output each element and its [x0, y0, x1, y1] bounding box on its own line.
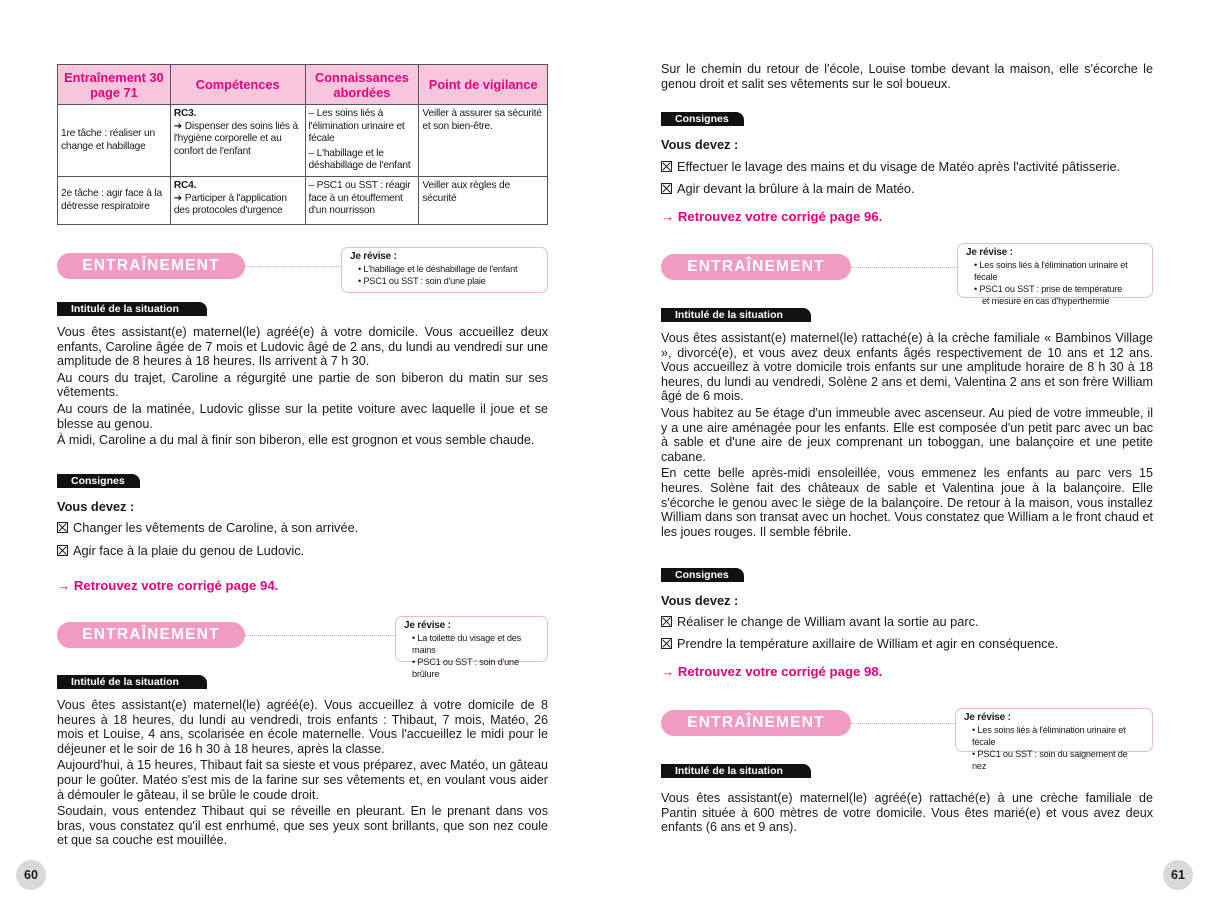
revise-item: • Les soins liés à l'élimination urinaire et fécale	[972, 724, 1144, 748]
table-header: Compétences	[170, 65, 305, 105]
revise-item: • PSC1 ou SST : soin d'une plaie	[358, 275, 539, 287]
revise-title: Je révise :	[350, 251, 397, 262]
table-row	[58, 105, 548, 177]
knowledge-item: – Les soins liés à l'élimination urinaire et fécale	[308, 108, 405, 145]
revise-item: • La toilette du visage et des mains	[412, 632, 539, 656]
consignes-label: Consignes	[661, 112, 744, 126]
table-cell-knowledge	[305, 177, 419, 225]
right-page	[605, 0, 1209, 907]
knowledge-item: – PSC1 ou SST : réagir face à un étouffement d'un nourrisson	[308, 180, 411, 217]
revise-title: Je révise :	[404, 620, 451, 631]
paragraph: Au cours de la matinée, Ludovic glisse sur la petite voiture avec laquelle il joue et se blesse au genou.	[57, 401, 548, 431]
knowledge-item: – L'habillage et le déshabillage de l'enfant	[308, 147, 411, 172]
situation-text	[661, 791, 1153, 837]
revise-item: • L'habillage et le déshabillage de l'enfant	[358, 263, 539, 275]
exercise-banner-12: ENTRAÎNEMENT 12	[57, 622, 245, 648]
instructions-heading: Vous devez :	[57, 499, 135, 514]
table-header: Point de vigilance	[419, 65, 548, 105]
checkbox-cross-icon	[661, 616, 672, 627]
dotted-leader	[245, 635, 395, 636]
situation-text	[57, 698, 548, 850]
page-number: 60	[16, 860, 46, 890]
situation-text	[661, 331, 1153, 541]
situation-label: Intitulé de la situation	[57, 302, 207, 316]
table-cell-competence	[170, 105, 305, 177]
checkbox-cross-icon	[661, 161, 672, 172]
table-header: Connaissances abordées	[305, 65, 419, 105]
paragraph: À midi, Caroline a du mal à finir son biberon, elle est grognon et vous semble chaude.	[57, 433, 535, 448]
left-page	[0, 0, 604, 907]
dotted-leader	[245, 266, 341, 267]
task-text: Agir face à la plaie du genou de Ludovic.	[73, 543, 305, 558]
paragraph: Aujourd'hui, à 15 heures, Thibaut fait sa sieste et vous préparez, avec Matéo, un gâteau pour le goûter. Matéo s'est mis de la farine sur ses vêtements et, en voulant vous aider à démouler le gâteau, il se brûle le coude droit.	[57, 758, 548, 802]
paragraph: Vous êtes assistant(e) maternel(le) rattaché(e) à la crèche familiale « Bambinos Village », divorcé(e), et vous avez deux enfants âgés respectivement de 10 ans et 12 ans. Vous accueillez à votre domicile trois enfants sur une amplitude horaire de 8 h 30 à 18 heures, du lundi au vendredi, Solène 2 ans et demi, Valentina 2 ans et son frère William âgé de 6 mois.	[661, 331, 1153, 404]
revise-title: Je révise :	[964, 712, 1011, 723]
page-number: 61	[1163, 860, 1193, 890]
table-cell-competence	[170, 177, 305, 225]
task-text: Prendre la température axillaire de William et agir en conséquence.	[677, 636, 1059, 651]
competences-table	[57, 64, 548, 225]
consignes-label: Consignes	[57, 474, 140, 488]
corrige-link[interactable]: → Retrouvez votre corrigé page 94.	[57, 578, 279, 593]
task-item	[661, 159, 1120, 174]
checkbox-cross-icon	[57, 522, 68, 533]
corrige-link[interactable]: → Retrouvez votre corrigé page 98.	[661, 664, 883, 679]
paragraph: Au cours du trajet, Caroline a régurgité une partie de son biberon du matin sur ses vêtements.	[57, 370, 548, 400]
checkbox-cross-icon	[661, 638, 672, 649]
paragraph: Vous êtes assistant(e) maternel(le) agréé(e). Vous accueillez à votre domicile de 8 heures à 18 heures, du lundi au vendredi, trois enfants : Thibaut, 7 mois, Matéo, 26 mois et Louise, 4 ans, scolarisée en école maternelle. Vous l'accueillez le midi pour le déjeuner et le soir de 16 h 30 à 18 heures, après la classe.	[57, 698, 548, 756]
competence-code: RC3.	[173, 108, 197, 119]
revise-item: • PSC1 ou SST : soin d'une brûlure	[412, 656, 539, 680]
competence-text: ➔ Dispenser des soins liés à l'hygiène corporelle et au confort de l'enfant	[173, 120, 298, 157]
exercise-banner-13: ENTRAÎNEMENT 13	[661, 254, 851, 280]
situation-label: Intitulé de la situation	[57, 675, 207, 689]
task-item	[57, 520, 358, 535]
table-header: Entraînement 30 page 71	[58, 65, 171, 105]
paragraph: Vous habitez au 5e étage d'un immeuble avec ascenseur. Au pied de votre immeuble, il y a une aire aménagée pour les enfants. Elle est composée d'un petit parc avec un bac à sable et d'une aire de jeux comprenant un toboggan, une balançoire et une petite cabane.	[661, 405, 1153, 464]
table-cell-vigilance: Veiller à assurer sa sécurité et son bien-être.	[419, 105, 548, 177]
paragraph: Vous êtes assistant(e) maternel(le) agréé(e) à votre domicile. Vous accueillez deux enfants, Caroline âgée de 7 mois et Ludovic âgé de 2 ans, du lundi au vendredi sur une amplitude de 8 heures à 18 heures. Ils arrivent à 7 h 30.	[57, 325, 548, 369]
corrige-link[interactable]: → Retrouvez votre corrigé page 96.	[661, 209, 883, 224]
situation-text	[57, 325, 548, 450]
revise-item: • Les soins liés à l'élimination urinaire et fécale	[974, 259, 1144, 283]
task-text: Effectuer le lavage des mains et du visage de Matéo après l'activité pâtisserie.	[677, 159, 1121, 174]
task-item	[661, 614, 979, 629]
revise-box-14	[955, 708, 1153, 771]
task-item	[57, 543, 304, 558]
competence-text: ➔ Participer à l'application des protocoles d'urgence	[173, 192, 287, 217]
instructions-heading: Vous devez :	[661, 593, 739, 608]
continuation-text	[661, 62, 1153, 93]
table-cell-knowledge	[305, 105, 419, 177]
consignes-label: Consignes	[661, 568, 744, 582]
revise-item: • PSC1 ou SST : prise de température	[974, 283, 1144, 295]
revise-title: Je révise :	[966, 247, 1013, 258]
competence-code: RC4.	[173, 180, 197, 191]
paragraph: Vous êtes assistant(e) maternel(le) agréé(e) rattaché(e) à une crèche familiale de Pantin située à 600 mètres de votre domicile. Vous êtes marié(e) et vous avez deux enfants (6 ans et 9 ans).	[661, 791, 1153, 835]
table-cell-vigilance: Veiller aux règles de sécurité	[419, 177, 548, 225]
checkbox-cross-icon	[661, 183, 672, 194]
task-text: Changer les vêtements de Caroline, à son arrivée.	[73, 520, 359, 535]
table-row	[58, 177, 548, 225]
dotted-leader	[851, 723, 955, 724]
instructions-heading: Vous devez :	[661, 137, 739, 152]
revise-item-continuation: et mesure en cas d'hyperthermie	[982, 296, 1110, 306]
revise-box-13	[957, 243, 1153, 306]
checkbox-cross-icon	[57, 545, 68, 556]
exercise-banner-11: ENTRAÎNEMENT 11	[57, 253, 245, 279]
table-cell-task: 1re tâche : réaliser un change et habillage	[58, 105, 171, 177]
task-text: Agir devant la brûlure à la main de Matéo.	[677, 181, 915, 196]
revise-item: • PSC1 ou SST : soin du saignement de nez	[972, 748, 1144, 772]
situation-label: Intitulé de la situation	[661, 764, 811, 778]
paragraph: Sur le chemin du retour de l'école, Louise tombe devant la maison, elle s'écorche le genou droit et salit ses vêtements sur le sol boueux.	[661, 62, 1153, 91]
paragraph: Soudain, vous entendez Thibaut qui se réveille en pleurant. En le prenant dans vos bras, vous constatez qu'il est enrhumé, que ses yeux sont brillants, que son nez coule et que sa couche est mouillée.	[57, 804, 548, 848]
task-item	[661, 181, 915, 196]
table-cell-task: 2e tâche : agir face à la détresse respiratoire	[58, 177, 171, 225]
revise-box-11	[341, 247, 548, 293]
dotted-leader	[851, 267, 957, 268]
task-text: Réaliser le change de William avant la sortie au parc.	[677, 614, 979, 629]
task-item	[661, 636, 1058, 651]
exercise-banner-14: ENTRAÎNEMENT 14	[661, 710, 851, 736]
revise-box-12	[395, 616, 548, 679]
situation-label: Intitulé de la situation	[661, 308, 811, 322]
paragraph: En cette belle après-midi ensoleillée, vous emmenez les enfants au parc vers 15 heures. Solène fait des châteaux de sable et Valentina joue à la balançoire. Elle s'écorche le genou avec le siège de la balançoire. De retour à la maison, vous installez William dans son transat avec un hochet. Vous constatez que William a le front chaud et les joues rouges. Il semble fébrile.	[661, 466, 1153, 539]
